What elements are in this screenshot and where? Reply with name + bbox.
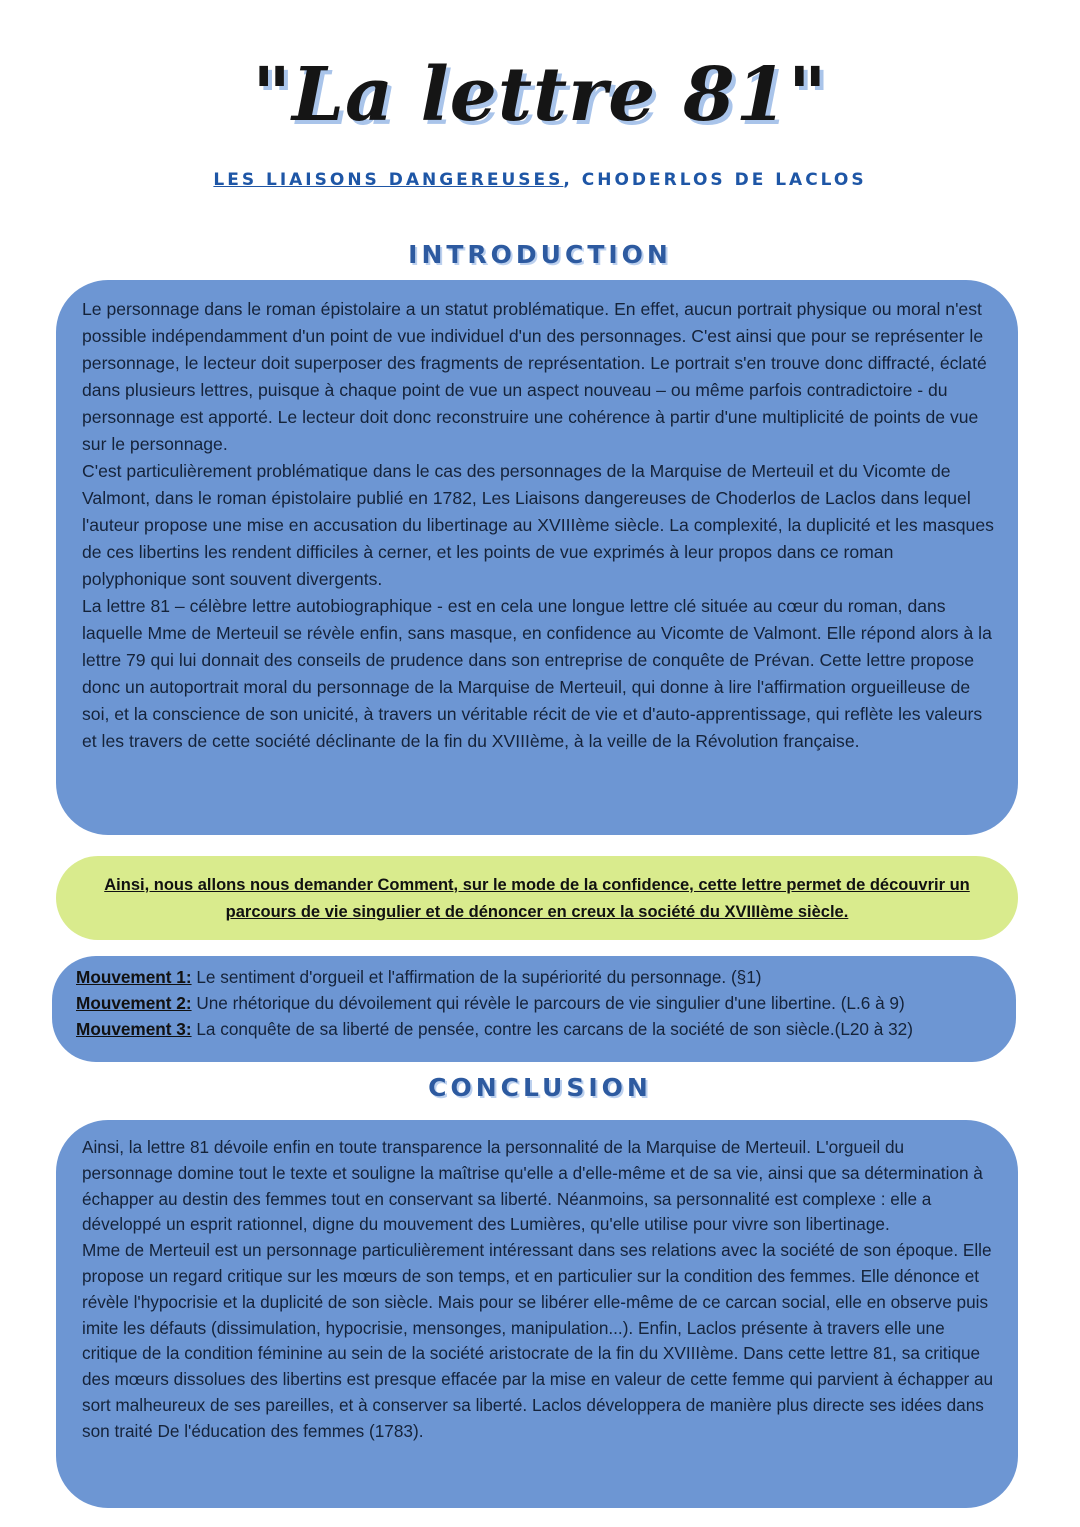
mouvements-box — [52, 956, 1016, 1062]
page-title: "La lettre 81" — [252, 52, 828, 138]
introduction-heading: INTRODUCTION — [408, 240, 672, 269]
mouvement-text: Le sentiment d'orgueil et l'affirmation de la supériorité du personnage. (§1) — [191, 967, 762, 987]
mouvement-line — [76, 1016, 1006, 1042]
conclusion-box — [56, 1120, 1018, 1508]
introduction-paragraph: Le personnage dans le roman épistolaire a un statut problématique. En effet, aucun portrait physique ou moral n'est possible indépendamment d'un point de vue individuel d'un des personnages. C'est ainsi que pour se représenter le personnage, le lecteur doit superposer des fragments de représentation. Le portrait s'en trouve donc diffracté, éclaté dans plusieurs lettres, puisque à chaque point de vue un aspect nouveau – ou même parfois contradictoire - du personnage est apporté. Le lecteur doit donc reconstruire une cohérence à partir d'une multiplicité de points de vue sur le personnage. — [82, 299, 987, 454]
problematique-text: Ainsi, nous allons nous demander Comment, sur le mode de la confidence, cette lettre permet de découvrir un parcours de vie singulier et de dénoncer en creux la société du XVIIIème siècle. — [104, 876, 970, 921]
work-title: LES LIAISONS DANGEREUSES — [213, 170, 564, 190]
mouvement-line — [76, 964, 1006, 990]
introduction-paragraph: C'est particulièrement problématique dans le cas des personnages de la Marquise de Merteuil et du Vicomte de Valmont, dans le roman épistolaire publié en 1782, Les Liaisons dangereuses de Choderlos de Laclos dans lequel l'auteur propose une mise en accusation du libertinage au XVIIIème siècle. La complexité, la duplicité et les masques de ces libertins les rendent difficiles à cerner, et les points de vue exprimés à leur propos dans ce roman polyphonique sont souvent divergents. — [82, 461, 994, 589]
introduction-paragraph: La lettre 81 – célèbre lettre autobiographique - est en cela une longue lettre clé située au cœur du roman, dans laquelle Mme de Merteuil se révèle enfin, sans masque, en confidence au Vicomte de Valmont. Elle répond alors à la lettre 79 qui lui donnait des conseils de prudence dans son entreprise de conquête de Prévan. Cette lettre propose donc un autoportrait moral du personnage de la Marquise de Merteuil, qui donne à lire l'affirmation orgueilleuse de soi, et la conscience de son unicité, à travers un véritable récit de vie et d'auto-apprentissage, qui reflète les valeurs et les travers de cette société déclinante de la fin du XVIIIème, à la veille de la Révolution française. — [82, 596, 992, 751]
problematique-box — [56, 856, 1018, 940]
mouvement-label: Mouvement 2: — [76, 993, 192, 1013]
introduction-box — [56, 280, 1018, 835]
conclusion-heading: CONCLUSION — [428, 1073, 652, 1102]
mouvement-text: Une rhétorique du dévoilement qui révèle le parcours de vie singulier d'une libertine. (L.6 à 9) — [191, 993, 905, 1013]
mouvement-text: La conquête de sa liberté de pensée, contre les carcans de la société de son siècle.(L20 à 32) — [191, 1019, 913, 1039]
author-name: , CHODERLOS DE LACLOS — [563, 170, 867, 190]
mouvement-label: Mouvement 1: — [76, 967, 192, 987]
mouvement-line — [76, 990, 1006, 1016]
conclusion-paragraph: Mme de Merteuil est un personnage particulièrement intéressant dans ses relations avec la société de son époque. Elle propose un regard critique sur les mœurs de son temps, et en particulier sur la condition des femmes. Elle dénonce et révèle l'hypocrisie et la duplicité de son siècle. Mais pour se libérer elle-même de ce carcan social, elle en observe puis imite les défauts (dissimulation, hypocrisie, mensonges, manipulation...). Enfin, Laclos présente à travers elle une critique de la condition féminine au sein de la société aristocrate de la fin du XVIIIème. Dans cette lettre 81, sa critique des mœurs dissolues des libertins est presque effacée par la mise en valeur de cette femme qui parvient à échapper au sort malheureux de ses pareilles, et à conserver sa liberté. Laclos développera de manière plus directe ses idées dans son traité De l'éducation des femmes (1783). — [82, 1240, 994, 1441]
page-subtitle — [0, 170, 1080, 190]
mouvement-label: Mouvement 3: — [76, 1019, 192, 1039]
conclusion-paragraph: Ainsi, la lettre 81 dévoile enfin en toute transparence la personnalité de la Marquise de Merteuil. L'orgueil du personnage domine tout le texte et souligne la maîtrise qu'elle a d'elle-même et de sa vie, ainsi que sa détermination à échapper au destin des femmes tout en conservant sa liberté. Néanmoins, sa personnalité est complexe : elle a développé un esprit rationnel, digne du mouvement des Lumières, qu'elle utilise pour vivre son libertinage. — [82, 1137, 983, 1235]
